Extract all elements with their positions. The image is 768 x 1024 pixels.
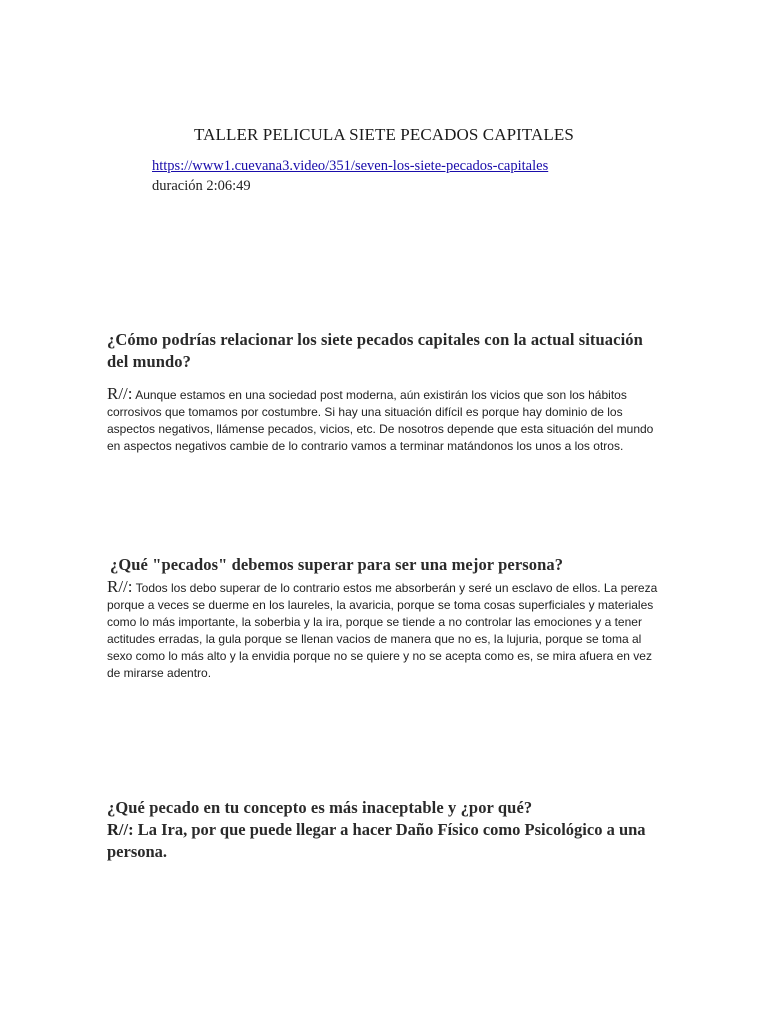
question-3: ¿Qué pecado en tu concepto es más inaceptable y ¿por qué? (107, 798, 533, 817)
movie-duration: duración 2:06:49 (152, 178, 251, 194)
answer-label: R//: (107, 820, 134, 839)
answer-label: R//: (107, 577, 133, 596)
answer-text: La Ira, por que puede llegar a hacer Daño Físico como Psicológico a una persona. (107, 820, 646, 861)
answer-label: R//: (107, 384, 133, 403)
answer-3 (107, 819, 667, 863)
document-title: TALLER PELICULA SIETE PECADOS CAPITALES (194, 125, 574, 144)
answer-2 (107, 578, 667, 682)
question-2: ¿Qué "pecados" debemos superar para ser una mejor persona? (110, 555, 564, 574)
answer-text: Todos los debo superar de lo contrario estos me absorberán y seré un esclavo de ellos. La pereza porque a veces se duerme en los laureles, la avaricia, porque se toma cosas superficiales y materiales como lo más importante, la soberbia y la ira, porque se tiende a no controlar las emociones y a tener actitudes erradas, la gula porque se llenan vacios de manera que no es, la lujuria, porque se toma al sexo como lo más alto y la envidia porque no se quiere y no se acepta como es, se mira afuera en vez de mirarse adentro. (107, 581, 658, 680)
answer-text: Aunque estamos en una sociedad post moderna, aún existirán los vicios que son los hábitos corrosivos que tomamos por costumbre. Si hay una situación difícil es porque hay dominio de los aspectos negativos, llámense pecados, vicios, etc. De nosotros depende que esta situación del mundo en aspectos negativos cambie de lo contrario vamos a terminar matándonos los unos a los otros. (107, 388, 654, 453)
answer-1 (107, 385, 667, 455)
question-1: ¿Cómo podrías relacionar los siete pecados capitales con la actual situación del mundo? (107, 330, 643, 371)
movie-link[interactable]: https://www1.cuevana3.video/351/seven-los-siete-pecados-capitales (152, 158, 549, 174)
